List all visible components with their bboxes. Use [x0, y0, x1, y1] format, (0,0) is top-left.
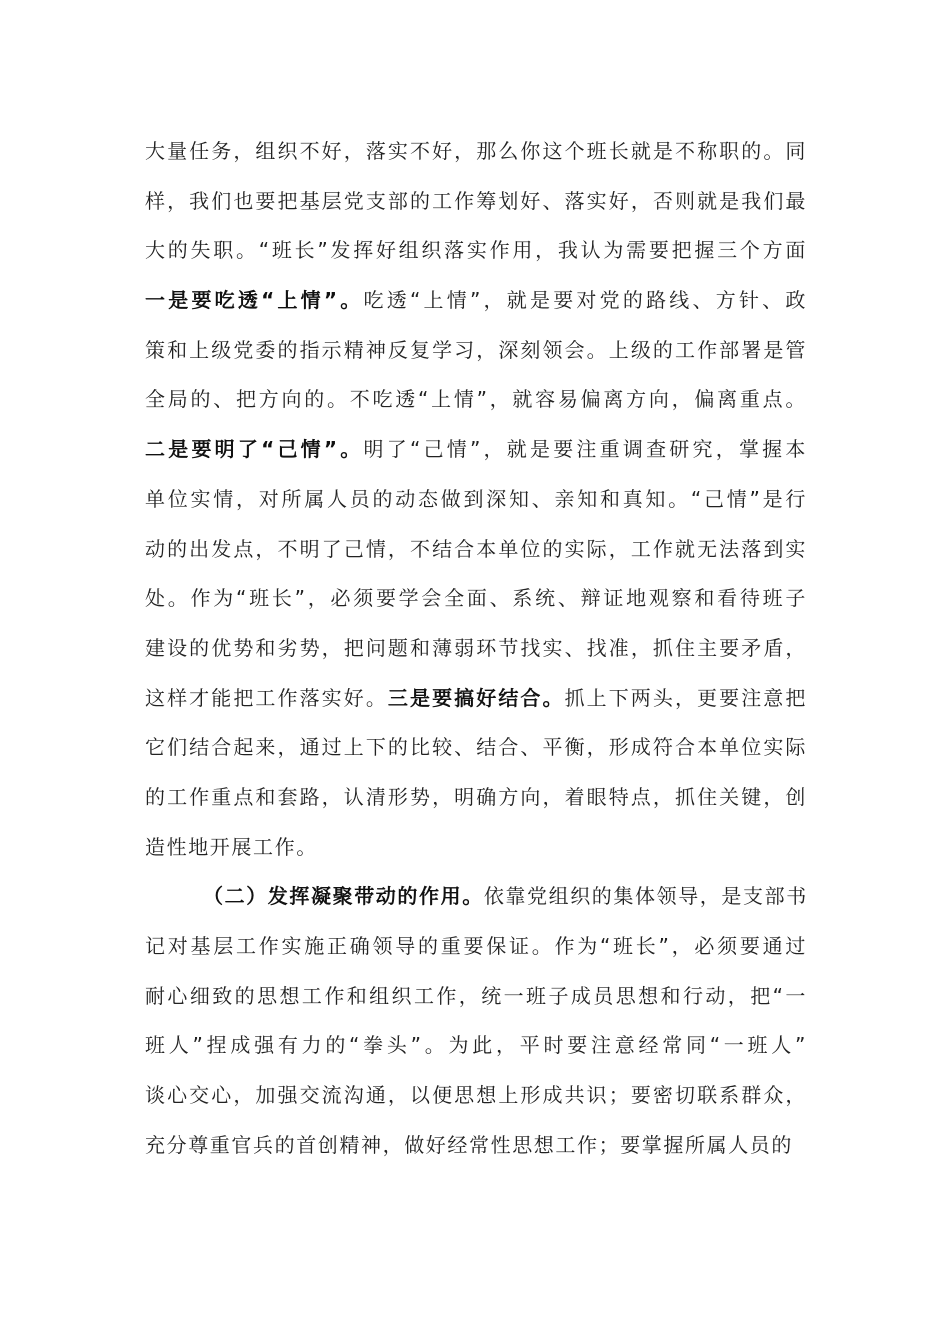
text-line: [145, 127, 807, 177]
text-line: [145, 475, 807, 525]
text-line: [145, 574, 807, 624]
text-line: [145, 674, 807, 724]
body-text: 耐心细致的思想工作和组织工作，统一班子成员思想和行动，把“一: [145, 983, 807, 1008]
text-line: [145, 773, 807, 823]
text-line: [145, 177, 807, 227]
text-line: [145, 1071, 807, 1121]
text-line: [145, 525, 807, 575]
text-line: [145, 723, 807, 773]
text-line: [145, 872, 807, 922]
text-line: [145, 375, 807, 425]
document-body: [145, 127, 807, 1170]
bold-heading-text: 三是要搞好结合。: [387, 685, 565, 710]
body-text: 大的失职。“班长”发挥好组织落实作用，我认为需要把握三个方面: [145, 238, 807, 263]
text-line: [145, 425, 807, 475]
text-line: [145, 972, 807, 1022]
text-line: [145, 1121, 807, 1171]
body-text: 全局的、把方向的。不吃透“上情”，就容易偏离方向，偏离重点。: [145, 387, 807, 412]
body-text: 这样才能把工作落实好。: [145, 685, 388, 710]
body-text: 的工作重点和套路，认清形势，明确方向，着眼特点，抓住关键，创: [145, 784, 807, 809]
bold-heading-text: 一是要吃透“上情”。: [145, 288, 364, 313]
text-line: [145, 1021, 807, 1071]
body-text: 谈心交心，加强交流沟通，以便思想上形成共识；要密切联系群众，: [145, 1083, 807, 1108]
body-text: 它们结合起来，通过上下的比较、结合、平衡，形成符合本单位实际: [145, 735, 807, 760]
body-text: 造性地开展工作。: [145, 834, 318, 859]
body-text: 记对基层工作实施正确领导的重要保证。作为“班长”，必须要通过: [145, 934, 807, 958]
body-text: 班人”捏成强有力的“拳头”。为此，平时要注意经常同“一班人”: [145, 1033, 807, 1058]
body-text: 策和上级党委的指示精神反复学习，深刻领会。上级的工作部署是管: [145, 337, 807, 362]
body-text: 大量任务，组织不好，落实不好，那么你这个班长就是不称职的。同: [145, 139, 807, 163]
text-line: [145, 276, 807, 326]
bold-heading-text: （二）发挥凝聚带动的作用。: [203, 884, 484, 909]
body-text: 样，我们也要把基层党支部的工作筹划好、落实好，否则就是我们最: [145, 188, 807, 213]
body-text: 动的出发点，不明了己情，不结合本单位的实际，工作就无法落到实: [145, 536, 807, 561]
body-text: 明了“己情”，就是要注重调查研究，掌握本: [363, 437, 807, 462]
text-line: [145, 922, 807, 972]
text-line: [145, 226, 807, 276]
text-line: [145, 326, 807, 376]
text-line: [145, 624, 807, 674]
body-text: 处。作为“班长”，必须要学会全面、系统、辩证地观察和看待班子: [145, 586, 807, 611]
bold-heading-text: 二是要明了“己情”。: [145, 437, 364, 462]
body-text: 单位实情，对所属人员的动态做到深知、亲知和真知。“己情”是行: [145, 486, 807, 511]
body-text: 依靠党组织的集体领导，是支部书: [483, 884, 808, 909]
body-text: 抓上下两头，更要注意把: [564, 685, 807, 710]
body-text: 吃透“上情”，就是要对党的路线、方针、政: [363, 288, 807, 313]
body-text: 充分尊重官兵的首创精神，做好经常性思想工作；要掌握所属人员的: [145, 1132, 793, 1157]
body-text: 建设的优势和劣势，把问题和薄弱环节找实、找准，抓住主要矛盾，: [145, 635, 807, 660]
text-line: [145, 823, 807, 873]
